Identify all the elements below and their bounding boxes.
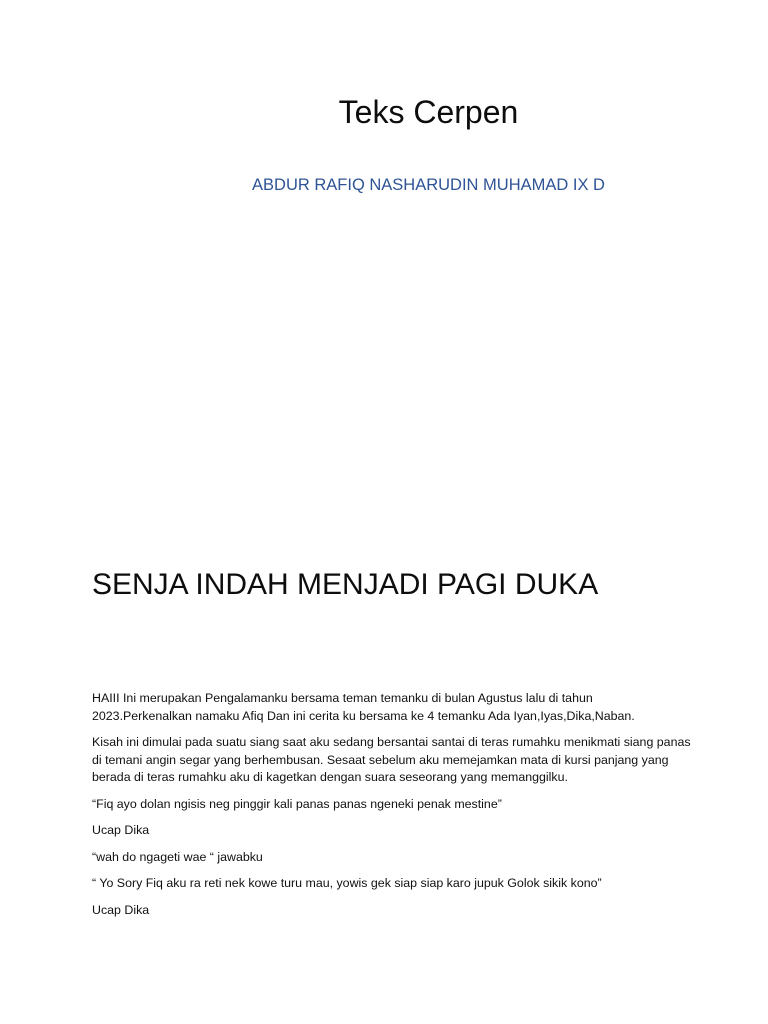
- story-body: [92, 690, 692, 928]
- author-line: ABDUR RAFIQ NASHARUDIN MUHAMAD IX D: [252, 176, 605, 194]
- paragraph-story-start: Kisah ini dimulai pada suatu siang saat aku sedang bersantai santai di teras rumahku menikmati siang panas di temani angin segar yang berhembusan. Sesaat sebelum aku memejamkan mata di kursi panjang yang berada di teras rumahku aku di kagetkan dengan suara seseorang yang memanggilku.: [92, 735, 691, 784]
- speaker-attribution: Ucap Dika: [92, 823, 150, 837]
- paragraph-intro: HAIII Ini merupakan Pengalamanku bersama teman temanku di bulan Agustus lalu di tahun 2023.Perkenalkan namaku Afiq Dan ini cerita ku bersama ke 4 temanku Ada Iyan,Iyas,Dika,Naban.: [92, 691, 635, 723]
- dialogue-line: “wah do ngageti wae “ jawabku: [92, 849, 263, 864]
- dialogue-line: “Fiq ayo dolan ngisis neg pinggir kali panas panas ngeneki penak mestine”: [92, 796, 502, 811]
- dialogue-line: “ Yo Sory Fiq aku ra reti nek kowe turu mau, yowis gek siap siap karo jupuk Golok sikik kono”: [92, 876, 602, 890]
- speaker-attribution: Ucap Dika: [92, 902, 150, 917]
- document-title: Teks Cerpen: [338, 94, 519, 130]
- story-title: SENJA INDAH MENJADI PAGI DUKA: [92, 568, 599, 601]
